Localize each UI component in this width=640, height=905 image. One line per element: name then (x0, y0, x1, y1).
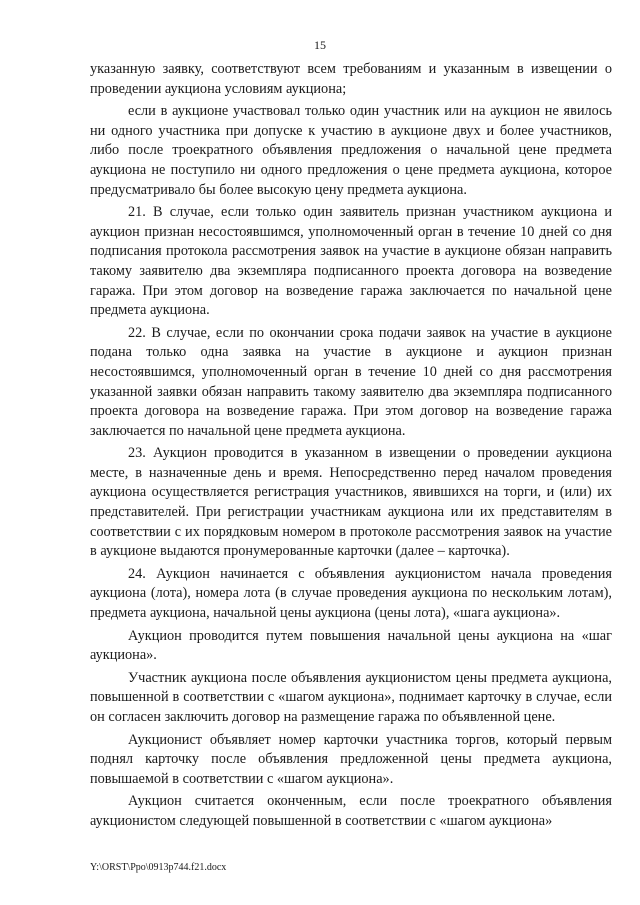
paragraph-auction-ended: Аукцион считается оконченным, если после троекратного объявления аукционистом следующей повышенной в соответствии с «шагом аукциона» (90, 793, 612, 829)
paragraph-auction-failed-condition: если в аукционе участвовал только один участник или на аукцион не явилось ни одного участника при допуске к участию в аукционе двух и более участников, либо после троекратного объявления предложения о начальной цене предмета аукциона не поступило ни одного предложения о цене предмета аукциона, которое предусматривало бы более высокую цену предмета аукциона. (90, 103, 612, 198)
paragraph-clause-23: 23. Аукцион проводится в указанном в извещении о проведении аукциона месте, в назначенные день и время. Непосредственно перед началом проведения аукциона осуществляется регистрация участников, явившихся на торги, и (или) их представителей. При регистрации участникам аукциона или их представителям в соответствии с их порядковым номером в протоколе рассмотрения заявок на участие в аукционе выдаются пронумерованные карточки (далее – карточка). (90, 445, 612, 560)
paragraph-continuation: указанную заявку, соответствуют всем требованиям и указанным в извещении о проведении аукциона условиям аукциона; (90, 61, 612, 97)
paragraph-clause-21: 21. В случае, если только один заявитель признан участником аукциона и аукцион признан несостоявшимся, уполномоченный орган в течение 10 дней со дня подписания протокола рассмотрения заявок на участие в аукционе обязан направить такому заявителю два экземпляра подписанного проекта договора на возведение гаража. При этом договор на возведение гаража заключается по начальной цене предмета аукциона. (90, 204, 612, 319)
footer-file-path: Y:\ORST\Ppo\0913p744.f21.docx (90, 862, 227, 873)
page-number: 15 (314, 38, 326, 52)
document-body (90, 60, 612, 835)
paragraph-auctioneer-announces: Аукционист объявляет номер карточки участника торгов, который первым поднял карточку после объявления предложенной цены предмета аукциона, повышаемой в соответствии с «шагом аукциона». (90, 731, 612, 787)
paragraph-participant-card: Участник аукциона после объявления аукционистом цены предмета аукциона, повышенной в соответствии с «шагом аукциона», поднимает карточку в случае, если он согласен заключить договор на размещение гаража по объявленной цене. (90, 669, 612, 725)
paragraph-auction-step: Аукцион проводится путем повышения начальной цены аукциона на «шаг аукциона». (90, 627, 612, 664)
paragraph-clause-22: 22. В случае, если по окончании срока подачи заявок на участие в аукционе подана только одна заявка на участие в аукционе и аукцион признан несостоявшимся, уполномоченный орган в течение 10 дней со дня рассмотрения указанной заявки обязан направить такому заявителю два экземпляра подписанного проекта договора на возведение гаража. При этом договор на возведение гаража заключается по начальной цене предмета аукциона. (90, 324, 612, 439)
paragraph-clause-24: 24. Аукцион начинается с объявления аукционистом начала проведения аукциона (лота), номера лота (в случае проведения аукциона по нескольким лотам), предмета аукциона, начальной цены аукциона (цены лота), «шага аукциона». (90, 565, 612, 622)
